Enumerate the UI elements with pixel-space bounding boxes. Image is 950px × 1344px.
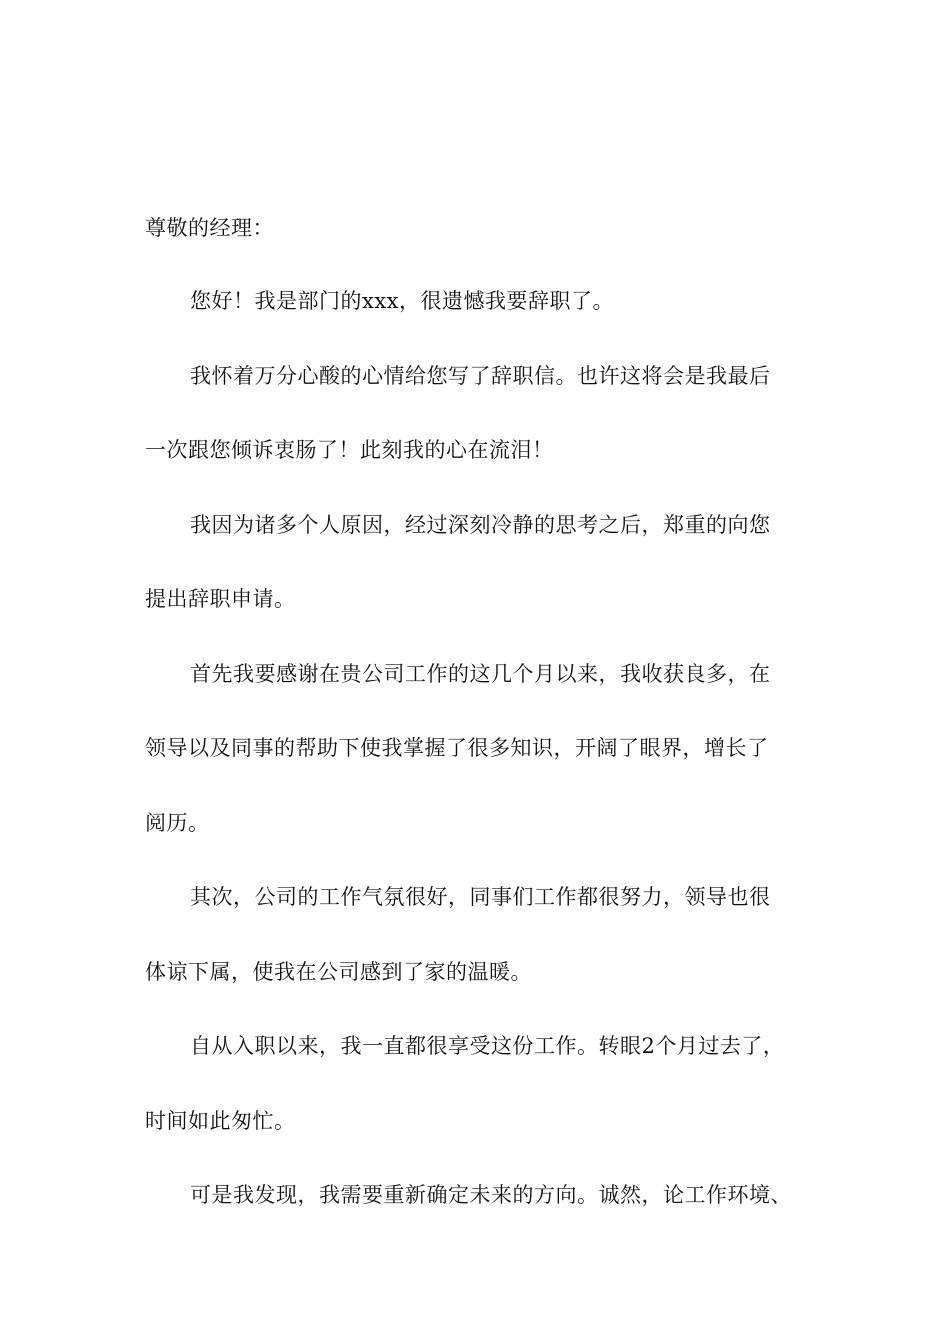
paragraph-line: 首先我要感谢在贵公司工作的这几个月以来，我收获良多，在 xyxy=(190,662,771,686)
paragraph-line: 领导以及同事的帮助下使我掌握了很多知识，开阔了眼界，增长了 xyxy=(145,736,769,760)
paragraph-line: 阅历。 xyxy=(145,811,210,835)
paragraph-line: 我怀着万分心酸的心情给您写了辞职信。也许这将会是我最后 xyxy=(190,364,771,388)
paragraph-line: 我因为诸多个人原因，经过深刻冷静的思考之后，郑重的向您 xyxy=(190,513,771,537)
paragraph-line: 时间如此匆忙。 xyxy=(145,1109,296,1133)
paragraph-line: 其次，公司的工作气氛很好，同事们工作都很努力，领导也很 xyxy=(190,885,771,909)
paragraph-line: 提出辞职申请。 xyxy=(145,587,296,611)
paragraph-line: 自从入职以来，我一直都很享受这份工作。转眼2个月过去了， xyxy=(190,1034,785,1058)
paragraph-line: 您好！我是部门的xxx，很遗憾我要辞职了。 xyxy=(190,289,615,313)
paragraph-line: 一次跟您倾诉衷肠了！此刻我的心在流泪！ xyxy=(145,438,554,462)
salutation: 尊敬的经理： xyxy=(145,216,274,240)
paragraph-line: 体谅下属，使我在公司感到了家的温暖。 xyxy=(145,960,532,984)
paragraph-line: 可是我发现，我需要重新确定未来的方向。诚然，论工作环境、 xyxy=(190,1183,792,1207)
